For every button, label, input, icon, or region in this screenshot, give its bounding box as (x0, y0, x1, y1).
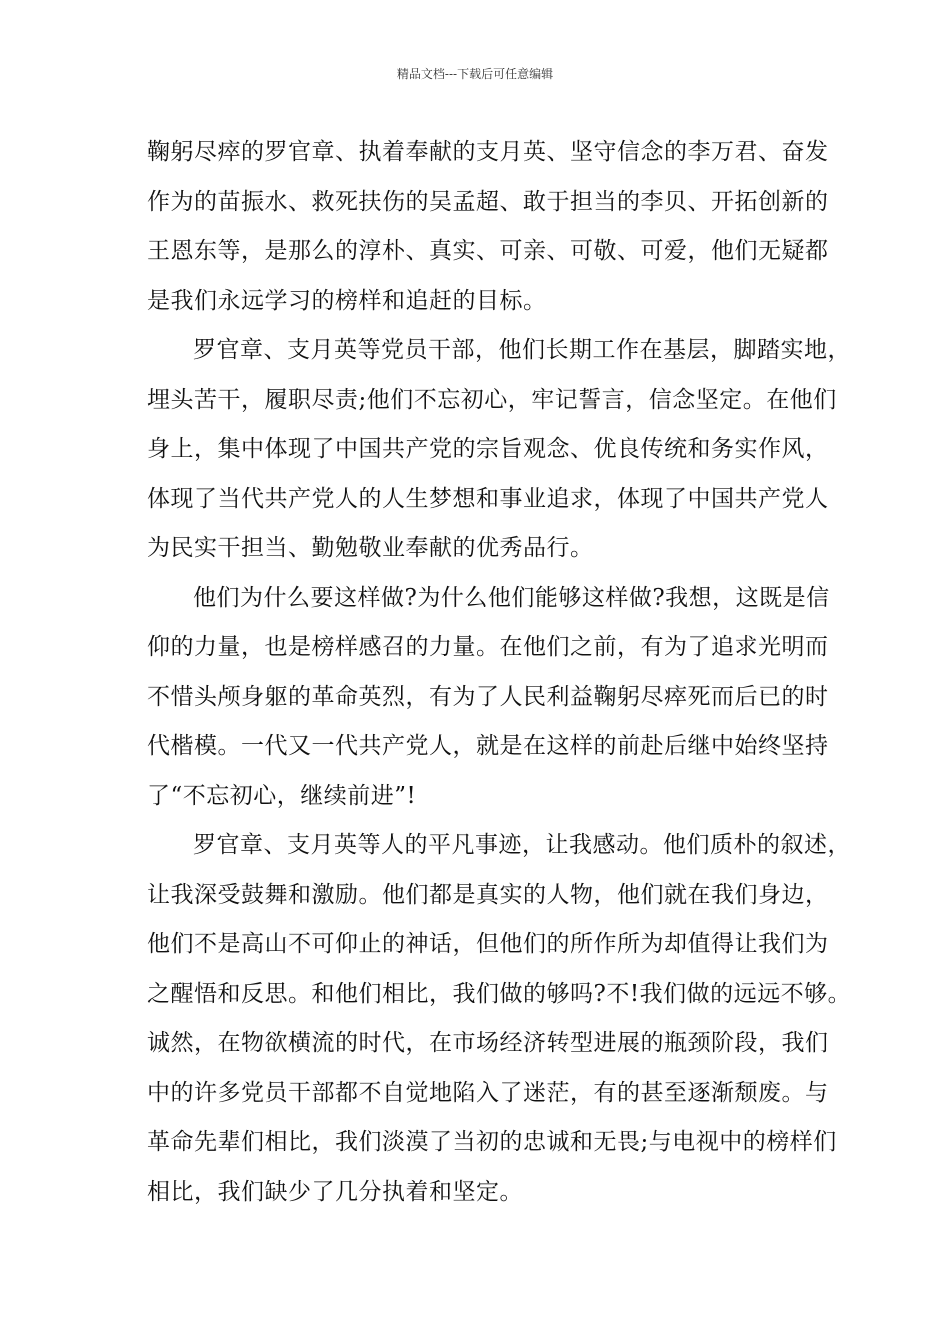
text-line: 相比，我们缺少了几分执着和坚定。 (147, 1178, 523, 1205)
text-line: 革命先辈们相比，我们淡漠了当初的忠诚和无畏;与电视中的榜样们 (147, 1129, 837, 1155)
text-line: 体现了当代共产党人的人生梦想和事业追求，体现了中国共产党人 (147, 485, 829, 512)
text-line: 代楷模。一代又一代共产党人，就是在这样的前赴后继中始终坚持 (147, 733, 829, 759)
text-line: 作为的苗振水、救死扶伤的吴孟超、敢于担当的李贝、开拓创新的 (147, 188, 829, 215)
text-line: 罗官章、支月英等党员干部，他们长期工作在基层，脚踏实地， (193, 337, 851, 363)
text-line: 让我深受鼓舞和激励。他们都是真实的人物，他们就在我们身边， (147, 881, 829, 908)
text-line: 不惜头颅身躯的革命英烈，有为了人民利益鞠躬尽瘁死而后已的时 (147, 683, 829, 710)
text-line: 他们不是高山不可仰止的神话，但他们的所作所为却值得让我们为 (147, 931, 829, 957)
text-line: 诚然，在物欲横流的时代，在市场经济转型进展的瓶颈阶段，我们 (147, 1030, 829, 1056)
text-line: 中的许多党员干部都不自觉地陷入了迷茫，有的甚至逐渐颓废。与 (147, 1079, 829, 1106)
text-line: 他们为什么要这样做?为什么他们能够这样做?我想，这既是信 (193, 584, 830, 611)
text-line: 了“不忘初心，继续前进”! (147, 782, 417, 809)
text-line: 之醒悟和反思。和他们相比，我们做的够吗?不!我们做的远远不够。 (147, 980, 852, 1007)
text-line: 是我们永远学习的榜样和追赶的目标。 (147, 287, 547, 314)
text-line: 身上，集中体现了中国共产党的宗旨观念、优良传统和务实作风， (147, 436, 829, 462)
text-line: 鞠躬尽瘁的罗官章、执着奉献的支月英、坚守信念的李万君、奋发 (147, 139, 829, 165)
text-line: 为民实干担当、勤勉敬业奉献的优秀品行。 (147, 535, 594, 561)
text-line: 仰的力量，也是榜样感召的力量。在他们之前，有为了追求光明而 (147, 634, 829, 660)
text-line: 王恩东等，是那么的淳朴、真实、可亲、可敬、可爱，他们无疑都 (147, 238, 829, 264)
page-header: 精品文档---下载后可任意编辑 (396, 67, 554, 81)
text-line: 罗官章、支月英等人的平凡事迹，让我感动。他们质朴的叙述， (193, 832, 851, 858)
text-line: 埋头苦干，履职尽责;他们不忘初心，牢记誓言，信念坚定。在他们 (147, 386, 837, 413)
document-body (147, 128, 852, 1217)
